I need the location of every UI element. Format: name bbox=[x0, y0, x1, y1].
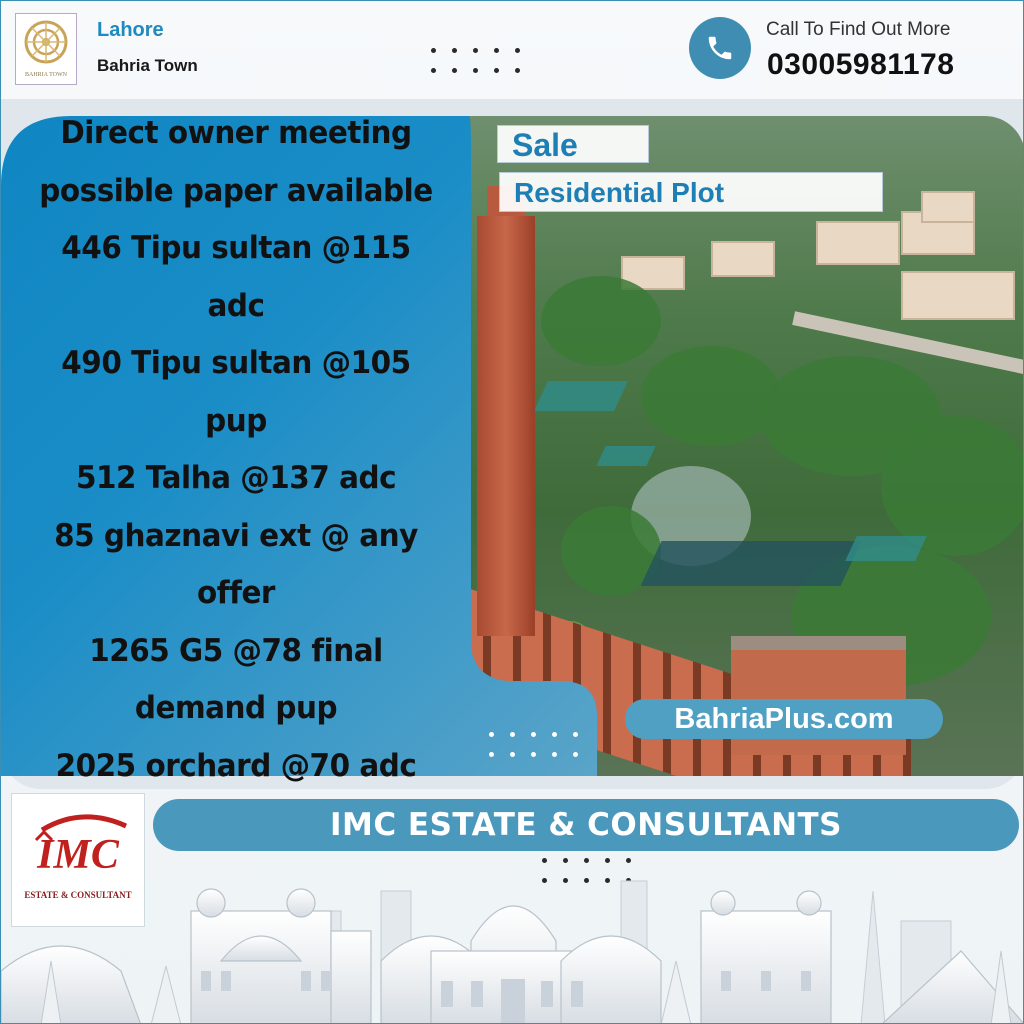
description-line: pup bbox=[205, 402, 267, 439]
decorative-dots bbox=[431, 48, 520, 73]
description-line: adc bbox=[207, 287, 265, 324]
bahria-town-logo bbox=[15, 13, 77, 85]
bahria-town-emblem-icon bbox=[20, 18, 72, 80]
description-line: 446 Tipu sultan @115 bbox=[61, 230, 411, 266]
decorative-dots bbox=[489, 732, 578, 757]
description-line: 85 ghaznavi ext @ any bbox=[54, 517, 418, 554]
description-line: 1265 G5 @78 final bbox=[89, 632, 383, 669]
city-label: Lahore bbox=[97, 19, 164, 41]
description-line: 512 Talha @137 adc bbox=[75, 460, 397, 496]
agency-logo-subtitle: ESTATE & CONSULTANT bbox=[24, 890, 132, 900]
description-line: 490 Tipu sultan @105 bbox=[61, 345, 411, 381]
city-skyline-illustration bbox=[1, 851, 1024, 1024]
description-line: 2025 orchard @70 adc bbox=[55, 747, 417, 784]
area-label: Bahria Town bbox=[97, 56, 198, 75]
description-line: demand pup bbox=[134, 690, 338, 726]
phone-number[interactable]: 03005981178 bbox=[767, 48, 955, 81]
description-line: Direct owner meeting bbox=[60, 115, 412, 151]
aerial-photo bbox=[461, 116, 1024, 776]
agency-logo-text: IMC bbox=[37, 832, 119, 878]
description-line: offer bbox=[197, 575, 275, 611]
call-to-action-text: Call To Find Out More bbox=[766, 19, 951, 40]
property-type-tag: Residential Plot bbox=[499, 172, 883, 212]
call-button[interactable] bbox=[689, 17, 751, 79]
agency-name-bar: IMC ESTATE & CONSULTANTS bbox=[153, 799, 1019, 851]
bahria-town-logo-text: BAHRIA TOWN bbox=[25, 72, 67, 78]
website-link[interactable]: BahriaPlus.com bbox=[625, 699, 943, 739]
listing-description bbox=[13, 105, 460, 795]
purpose-tag: Sale bbox=[497, 125, 649, 163]
phone-icon bbox=[705, 33, 735, 63]
description-line: possible paper available bbox=[39, 172, 433, 209]
